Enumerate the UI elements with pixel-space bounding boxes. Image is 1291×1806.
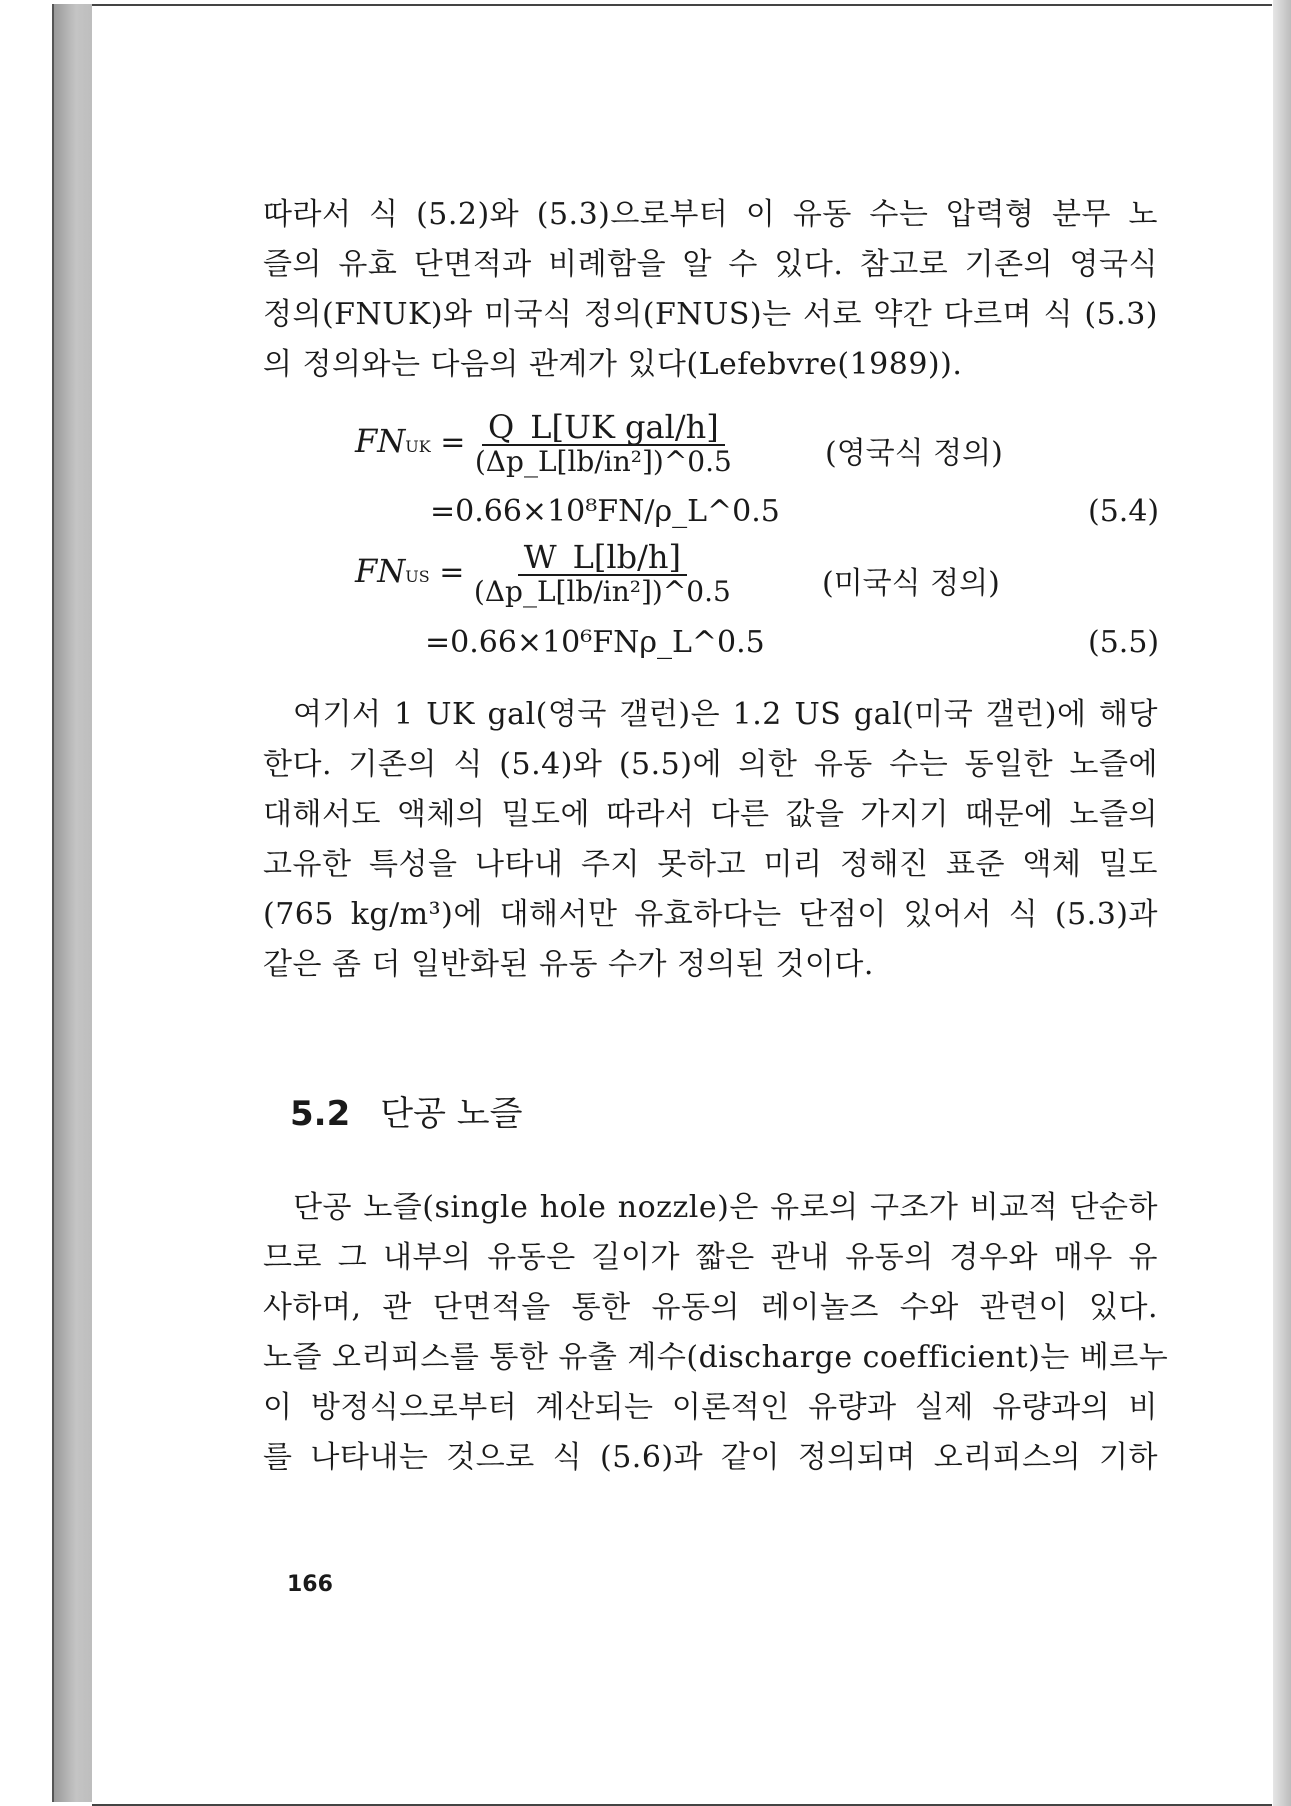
paragraph-1-line-1: 따라서 식 (5.2)와 (5.3)으로부터 이 유동 수는 압력형 분무 노 [263,197,1158,232]
equation-fn-uk-lhs: FNUK [355,422,431,460]
equation-fn-us-lhs: FNUS [355,552,430,590]
equation-fn-uk-denominator: (Δp_L[lb/in²])^0.5 [474,445,732,478]
equation-fn-us-note: (미국식 정의) [822,566,1000,601]
page-number: 166 [287,1572,333,1597]
equation-fn-us: FNUS = $\frac{W\_L[lb/h]}{\text{(Δp\_L[lb/in²])\textasciicircum{}0.5}}$ [355,538,731,608]
equation-fn-us-denominator: (Δp_L[lb/in²])^0.5 [473,575,731,608]
paragraph-2-line-2: 한다. 기존의 식 (5.4)와 (5.5)에 의한 유동 수는 동일한 노즐에 [263,747,1158,782]
section-number: 5.2 [290,1094,351,1134]
paragraph-3-line-3: 사하며, 관 단면적을 통한 유동의 레이놀즈 수와 관련이 있다. [263,1290,1158,1325]
section-title: 단공 노즐 [380,1094,523,1134]
paragraph-3-line-4: 노즐 오리피스를 통한 유출 계수(discharge coefficient)는 베르누 [263,1340,1169,1375]
equation-fn-us-numerator: W_L[lb/h] [518,540,687,576]
equation-5-5-line-2: =0.66×10⁶FNρ_L^0.5 [425,625,765,660]
paragraph-2-line-5: (765 kg/m³)에 대해서만 유효하다는 단점이 있어서 식 (5.3)과 [263,897,1158,932]
paragraph-2-line-4: 고유한 특성을 나타내 주지 못하고 미리 정해진 표준 액체 밀도 [263,847,1158,882]
paragraph-2-line-6: 같은 좀 더 일반화된 유동 수가 정의된 것이다. [263,947,874,982]
equation-fn-uk: FNUK = $\frac{\text{Q\_L[UK gal/h]}}{\text{(Δp\_L[lb/in²])\textasciicircum{}0.5}}$ [355,408,732,478]
equation-fn-uk-numerator: Q_L[UK gal/h] [482,410,725,446]
paragraph-2-line-3: 대해서도 액체의 밀도에 따라서 다른 값을 가지기 때문에 노즐의 [263,797,1158,832]
book-spine [52,4,94,1802]
page-right-edge [1273,0,1291,1806]
equation-number-5-4: (5.4) [1088,494,1160,529]
paragraph-1 [263,190,1158,390]
paragraph-1-line-2: 즐의 유효 단면적과 비례함을 알 수 있다. 참고로 기존의 영국식 [263,247,1158,282]
paragraph-3-line-2: 므로 그 내부의 유동은 길이가 짧은 관내 유동의 경우와 매우 유 [263,1240,1158,1275]
paragraph-3-line-6: 를 나타내는 것으로 식 (5.6)과 같이 정의되며 오리피스의 기하 [263,1440,1158,1475]
paragraph-3 [263,1183,1169,1483]
paragraph-1-line-3: 정의(FNUK)와 미국식 정의(FNUS)는 서로 약간 다르며 식 (5.3) [263,297,1158,332]
paragraph-2-line-1: 여기서 1 UK gal(영국 갤런)은 1.2 US gal(미국 갤런)에 해당 [293,697,1158,732]
equation-fn-uk-note: (영국식 정의) [825,436,1003,471]
paragraph-1-line-4: 의 정의와는 다음의 관계가 있다(Lefebvre(1989)). [263,347,963,382]
paragraph-2 [263,690,1158,990]
paragraph-3-line-5: 이 방정식으로부터 계산되는 이론적인 유량과 실제 유량과의 비 [263,1390,1158,1425]
paragraph-3-line-1: 단공 노즐(single hole nozzle)은 유로의 구조가 비교적 단순하 [293,1190,1158,1225]
equation-5-4-line-2: =0.66×10⁸FN/ρ_L^0.5 [430,494,780,529]
equation-fn-uk-fraction [475,410,732,478]
equation-fn-us-fraction [474,540,731,608]
equation-number-5-5: (5.5) [1088,625,1160,660]
section-heading [290,1086,522,1135]
